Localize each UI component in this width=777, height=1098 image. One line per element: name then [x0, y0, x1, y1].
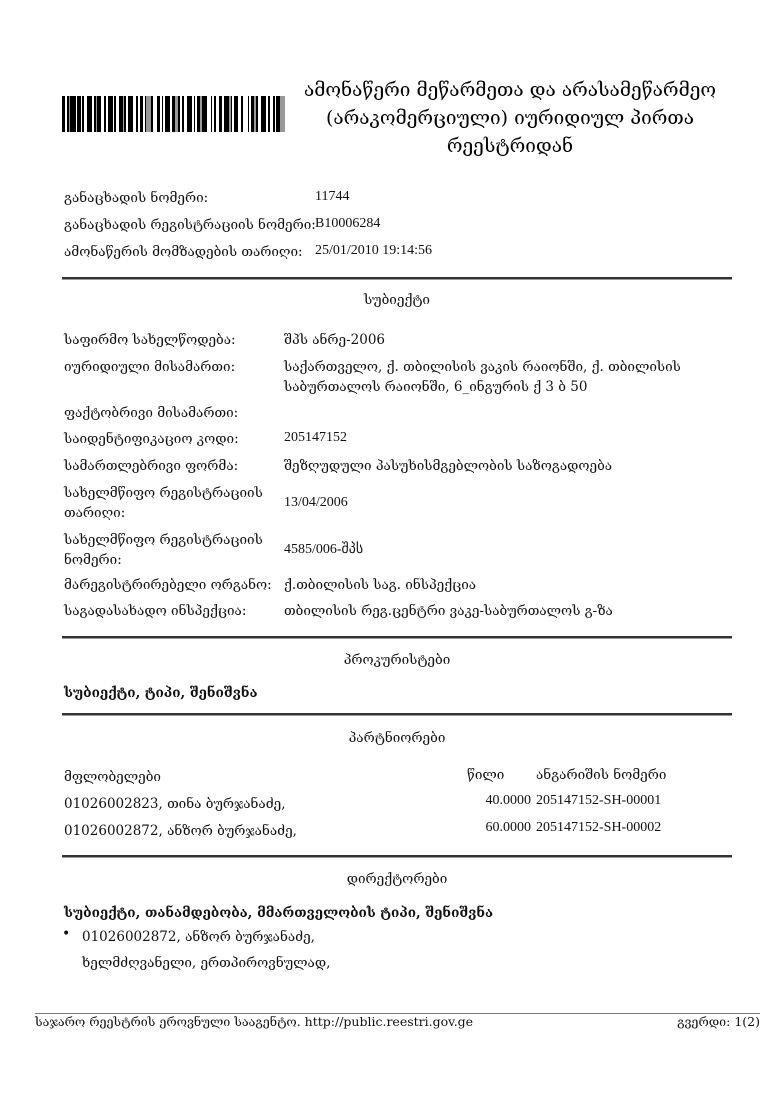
state-registration-number-value: 4585/006-შპს: [284, 542, 364, 557]
application-number-label: განაცხადის ნომერი:: [64, 190, 209, 206]
title-line-3: რეესტრიდან: [446, 135, 574, 157]
state-registration-number-label: სახელმწიფო რეგისტრაციის ნომერი:: [64, 532, 263, 568]
legal-address-label: იურიდიული მისამართი:: [64, 359, 236, 375]
divider: [62, 277, 732, 279]
procurators-header: სუბიექტი, ტიპი, შენიშვნა: [64, 685, 258, 701]
title-line-2: (არაკომერციული) იურიდიულ პირთა: [325, 107, 695, 129]
tax-inspection-label: საგადასახადო ინსპექცია:: [64, 603, 247, 619]
page-number: გვერდი: 1(2): [677, 1014, 760, 1029]
title-line-1: ამონაწერი მეწარმეთა და არასამეწარმეო: [303, 79, 717, 101]
partner-row-share: 60.0000: [485, 820, 531, 835]
procurators-section-title: პროკურისტები: [343, 652, 451, 668]
subject-section-title: სუბიექტი: [363, 292, 430, 308]
state-registration-date-label: სახელმწიფო რეგისტრაციის თარიღი:: [64, 485, 263, 521]
partner-row-account: 205147152-SH-00002: [536, 820, 662, 835]
registering-body-label: მარეგისტრირებელი ორგანო:: [64, 577, 272, 593]
actual-address-label: ფაქტობრივი მისამართი:: [64, 405, 239, 421]
firm-name-value: შპს ანრე-2006: [284, 332, 386, 348]
partners-col-account: ანგარიშის ნომერი: [536, 767, 667, 783]
application-registration-number-label: განაცხადის რეგისტრაციის ნომერი:: [64, 217, 316, 233]
partner-row-owner: 01026002823, თინა ბურჯანაძე,: [64, 796, 286, 812]
tax-inspection-value: თბილისის რეგ.ცენტრი ვაკე-საბურთალოს გ-ზა: [284, 603, 613, 619]
firm-name-label: საფირმო სახელწოდება:: [64, 332, 236, 348]
legal-address-value: საქართველო, ქ. თბილისის ვაკის რაიონში, ქ. თბილისის საბურთალოს რაიონში, 6_ინგურის ქ 3 ბ 50: [284, 359, 681, 395]
bullet-icon: •: [62, 926, 71, 942]
identification-code-label: საიდენტიფიკაციო კოდი:: [64, 431, 239, 447]
application-registration-number-value: B10006284: [315, 216, 381, 231]
directors-section-title: დირექტორები: [346, 871, 448, 887]
divider: [62, 855, 732, 857]
footer-agency-text: საჯარო რეესტრის ეროვნული სააგენტო. http://public.reestri.gov.ge: [35, 1014, 474, 1029]
legal-form-value: შეზღუდული პასუხისმგებლობის საზოგადოება: [284, 458, 613, 474]
directors-header: სუბიექტი, თანამდებობა, მმართველობის ტიპი, შენიშვნა: [64, 905, 493, 921]
partner-row-share: 40.0000: [485, 793, 531, 808]
partners-section-title: პარტნიორები: [348, 730, 446, 746]
barcode: [62, 96, 285, 132]
partners-col-share: წილი: [467, 767, 505, 783]
legal-form-label: სამართლებრივი ფორმა:: [64, 458, 239, 474]
extract-date-value: 25/01/2010 19:14:56: [315, 243, 433, 258]
director-item-line2: ხელმძღვანელი, ერთპიროვნულად,: [82, 955, 331, 971]
document-title: [300, 76, 720, 160]
barcode-bar: [280, 96, 285, 132]
divider: [62, 636, 732, 638]
partner-row-owner: 01026002872, ანზორ ბურჯანაძე,: [64, 823, 297, 839]
extract-date-label: ამონაწერის მომზადების თარიღი:: [64, 244, 303, 260]
partner-row-account: 205147152-SH-00001: [536, 793, 662, 808]
state-registration-date-value: 13/04/2006: [284, 495, 348, 510]
application-number-value: 11744: [315, 189, 350, 204]
partners-col-owners: მფლობელები: [64, 769, 161, 785]
director-item-line1: 01026002872, ანზორ ბურჯანაძე,: [82, 929, 315, 945]
divider: [62, 713, 732, 715]
registering-body-value: ქ.თბილისის საგ. ინსპექცია: [284, 577, 477, 593]
identification-code-value: 205147152: [284, 430, 347, 445]
